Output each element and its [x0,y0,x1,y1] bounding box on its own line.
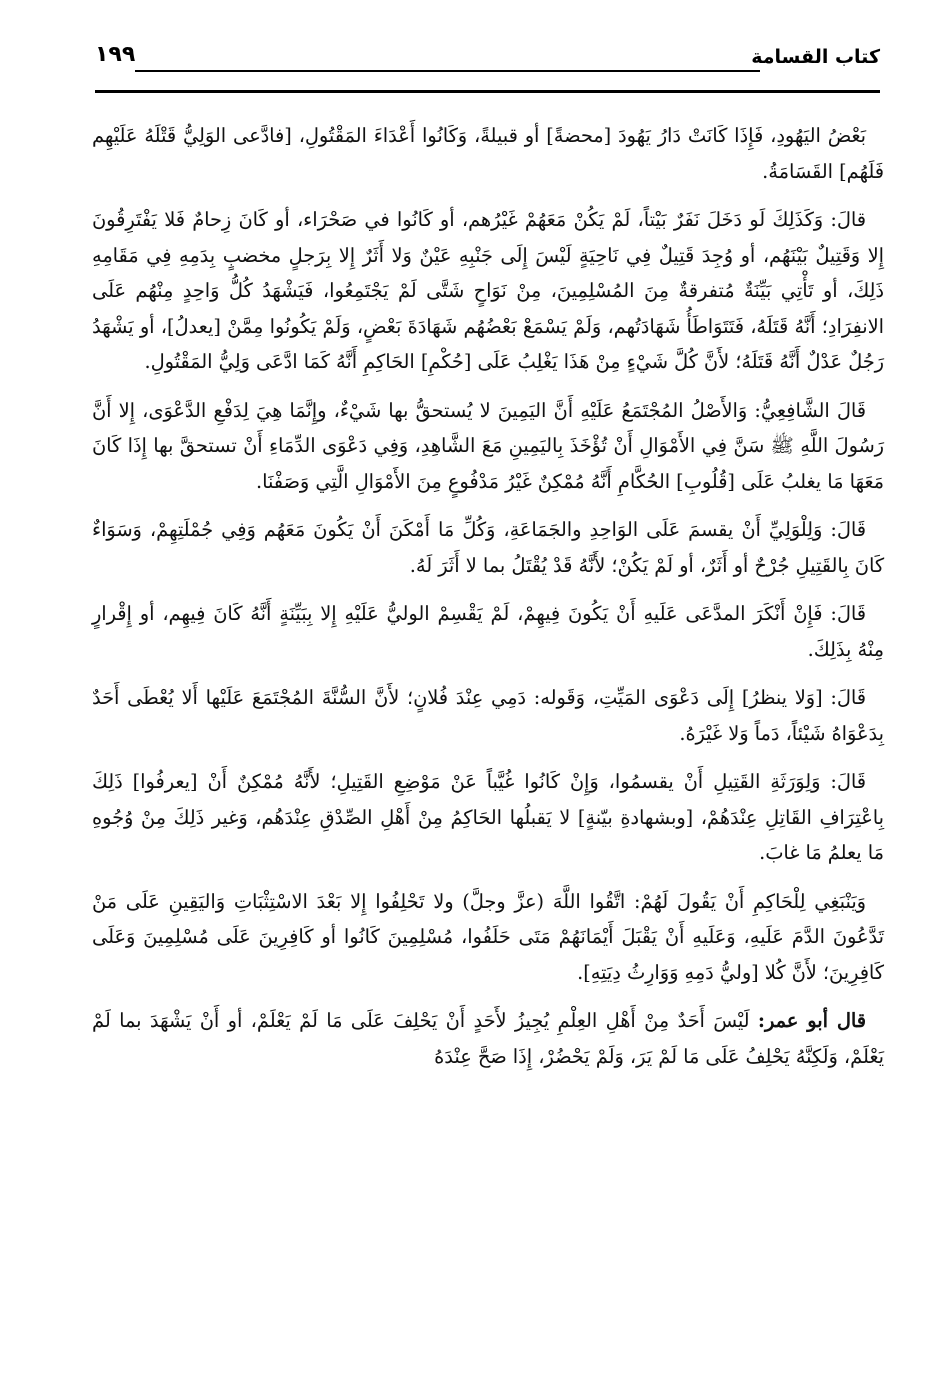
body-text [92,118,884,1087]
paragraph-lead: قال أبو عمر: [757,1009,866,1032]
paragraph-text: قَالَ الشَّافِعِيُّ: وَالأَصْلُ المُجْتَمَعُ عَلَيْهِ أَنَّ اليَمِينَ لا يُستحقُّ بها شَيْءٌ، وإِنَّمَا هِيَ لِدَفْعِ الدَّعْوَى، إِلا أَنَّ رَسُولَ اللَّهِ ﷺ سَنَّ فِي الأَمْوَالِ أَنْ تُؤْخَذَ بِاليَمِينِ مَعَ الشَّاهِدِ، وَفِي دَعْوَى الدِّمَاءِ أَنْ تستحقَّ بها إِذَا كَانَ مَعَهَا مَا يغلبُ عَلَى [قُلُوبِ] الحُكَّامِ أَنَّهُ مُمْكِنٌ غَيْرُ مَدْفُوعٍ مِنَ الأَمْوَالِ الَّتِي وَصَفْنَا. [92,398,884,493]
paragraph-text: قَالَ: وَلِوَرَثَةِ القَتِيلِ أَنْ يقسمُوا، وَإِنْ كَانُوا غُيَّباً عَنْ مَوْضِعِ القَتِيلِ؛ لأَنَّهُ مُمْكِنٌ أَنْ [يعرفُوا] ذَلِكَ بِاعْتِرَافِ القَاتِلِ عِنْدَهُمْ، [وبشهادةِ بيّنةٍ] لا يَقبلُها الحَاكِمُ مِنْ أَهْلِ الصِّدْقِ عِنْدَهُم، وَغير ذَلِكَ مِنْ وُجُوهِ مَا يعلمُ مَا غابَ. [92,770,884,864]
paragraph-text: قَالَ: وَلِلْوَلِيِّ أَنْ يقسمَ عَلَى الوَاحِدِ والجَمَاعَةِ، وَكُلِّ مَا أَمْكَنَ أَنْ يَكُونَ مَعَهُم وَفِي جُمْلَتِهِمْ، وَسَوَاءٌ كَانَ بِالقَتِيلِ جُرْحٌ أو أَثَرٌ، أو لَمْ يَكُنْ؛ لأَنَّهُ قَدْ يُقْتَلُ بما لا أَثَرَ لَهُ. [92,518,884,577]
page-number: ١٩٩ [95,42,136,67]
paragraph-5 [92,596,884,667]
paragraph-1 [92,118,884,189]
page-header [95,38,880,88]
paragraph-6 [92,680,884,751]
paragraph-text: لَيْسَ أَحَدٌ مِنْ أَهْلِ العِلْمِ يُجِيزُ لأَحَدٍ أَنْ يَحْلِفَ عَلَى مَا لَمْ يَعْلَمْ، أو أَنْ يَشْهَدَ بما لَمْ يَعْلَمْ، وَلَكِنَّهُ يَحْلِفُ عَلَى مَا لَمْ يَرَ، وَلَمْ يَحْضُرْ، إِذَا صَحَّ عِنْدَهُ [92,1009,884,1068]
paragraph-8 [92,884,884,991]
paragraph-text: قَالَ: [وَلا ينظرُ] إِلَى دَعْوَى المَيِّتِ، وَقَوله: دَمِي عِنْدَ فُلانٍ؛ لأَنَّ السُّنَّةَ المُجْتَمَعَ عَلَيْها أَلا يُعْطَى أَحَدٌ بِدَعْوَاهُ شَيْئاً، دَماً وَلا غَيْرَهُ. [92,686,884,745]
paragraph-text: قالَ: وَكَذَلِكَ لَو دَخَلَ نَفَرٌ بَيْتاً، لَمْ يَكُنْ مَعَهُمْ غَيْرُهم، أو كَانُوا في صَحْرَاء، أو كَانَ زِحامٌ فَلا يَفْتَرِقُونَ إِلا وَقَتِيلٌ بَيْنَهُم، أو وُجِدَ قَتِيلٌ فِي نَاحِيَةٍ لَيْسَ إِلَى جَنْبِهِ عَيْنٌ وَلا أَثَرٌ إِلا بِرَجلٍ مخضبٍ بِدَمِهِ فِي مَقَامِهِ ذَلِكَ، أو تَأْتِي بَيِّنَةٌ مُتفرقةٌ مِنَ المُسْلِمِينَ، مِنْ نَوَاحٍ شَتَّى لَمْ يَجْتَمِعُوا، فَيَشْهَدُ كُلُّ وَاحِدٍ مِنْهُم عَلَى الانفِرَادِ؛ أَنَّهُ قَتَلَهُ، فَتَتَوَاطَأُ شَهَادَتُهم، وَلَمْ يَسْمَعْ بَعْضُهُم شَهَادَةَ بَعْضٍ، وَلَمْ يَكُونُوا مِمَّنْ [يعدلُ]، أو يَشْهَدُ رَجُلٌ عَدْلٌ أَنَّهُ قَتَلَهُ؛ لأَنَّ كُلَّ شَيْءٍ مِنْ هَذَا يَغْلِبُ عَلَى [حُكْمِ] الحَاكِمِ أَنَّهُ كَمَا ادَّعَى وَلِيُّ المَقْتُولِ. [92,208,884,373]
paragraph-7 [92,764,884,871]
paragraph-text: بَعْضُ اليَهُودِ، فَإِذَا كَانَتْ دَارُ يَهُودَ [محضةً] أو قبيلةً، وَكَانُوا أَعْدَاءَ المَقْتُولِ، [فادَّعى الوَلِيُّ قَتْلَهُ عَلَيْهِم فَلَهُم] القَسَامَةُ. [92,124,884,183]
header-rule-short [135,70,760,72]
running-title: كتاب القسامة [751,46,880,68]
header-rule [95,90,880,93]
paragraph-3 [92,393,884,500]
paragraph-text: وَيَنْبَغِي لِلْحَاكِمِ أَنْ يَقُولَ لَهُمْ: اتَّقُوا اللَّهَ (عزَّ وجلَّ) ولا تَحْلِفُوا إِلا بَعْدَ الاسْتِثْبَاتِ وَاليَقِينِ عَلَى مَنْ تَدَّعُونَ الدَّمَ عَلَيهِ، وَعَلَيهِ أَنْ يَقْبَلَ أَيْمَانَهُمْ مَتَى حَلَفُوا، مُسْلِمِينَ كَانُوا أو كَافِرِينَ عَلَى مُسْلِمِينَ وَعَلَى كَافِرِينَ؛ لأَنَّ كُلا [وليُّ دَمِهِ وَوَارِثُ دِيَتِهِ]. [92,889,884,984]
paragraph-4 [92,512,884,583]
paragraph-2 [92,202,884,380]
paragraph-9 [92,1003,884,1074]
paragraph-text: قَالَ: فَإِنْ أَنْكَرَ المدَّعَى عَلَيهِ أَنْ يَكُونَ فِيهِمْ، لَمْ يَقْسِمْ الوليُّ عَلَيْهِ إِلا بِبَيِّنَةٍ أَنَّهُ كَانَ فِيهِم، أو إِقْرارٍ مِنْهُ بِذَلِكَ. [92,602,884,661]
